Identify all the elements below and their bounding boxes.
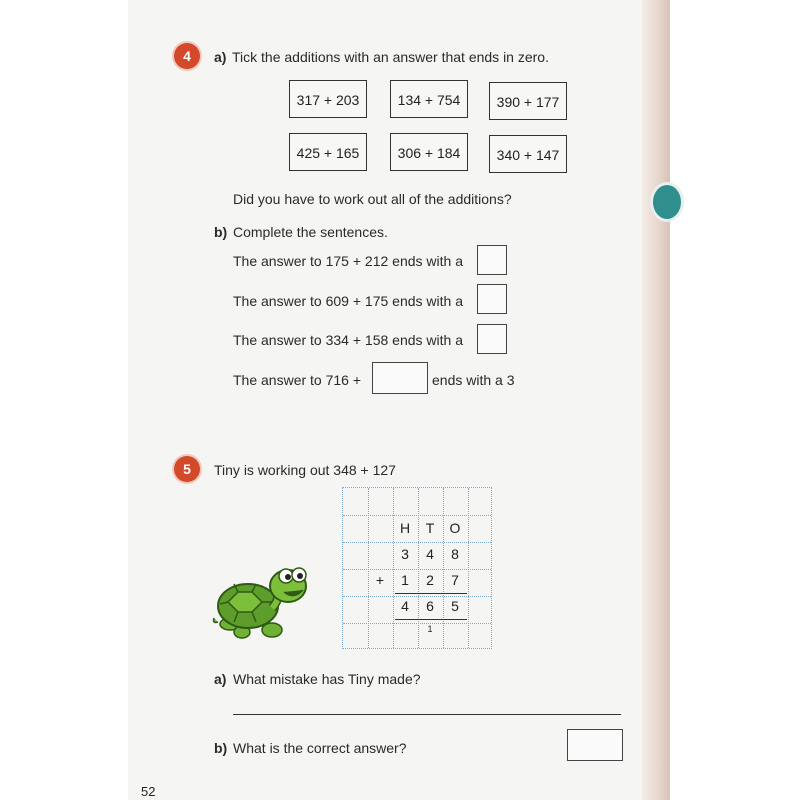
sum-line-top <box>395 593 467 594</box>
grid-digit: 7 <box>451 572 459 588</box>
grid-digit: 2 <box>426 572 434 588</box>
q4-follow-up: Did you have to work out all of the additions? <box>233 191 512 207</box>
q4-part-a-text: Tick the additions with an answer that ends in zero. <box>232 49 549 65</box>
grid-header-o: O <box>449 520 461 536</box>
grid-digit: 4 <box>426 546 434 562</box>
turtle-illustration <box>208 562 312 644</box>
sum-box[interactable]: 390 + 177 <box>489 82 567 120</box>
answer-box-3[interactable] <box>477 324 507 354</box>
grid-header-t: T <box>425 520 435 536</box>
grid-result-digit: 6 <box>426 598 434 614</box>
sentence-4-end: ends with a 3 <box>432 372 515 388</box>
plus-sign: + <box>375 572 385 588</box>
book-spine <box>642 0 670 800</box>
carry-digit: 1 <box>427 624 433 634</box>
grid-digit: 1 <box>401 572 409 588</box>
sum-box[interactable]: 134 + 754 <box>390 80 468 118</box>
correct-answer-box[interactable] <box>567 729 623 761</box>
sum-line-bottom <box>395 619 467 620</box>
q4-part-a-label: a) <box>214 49 227 65</box>
q5-part-a-label: a) <box>214 671 227 687</box>
question-5-badge: 5 <box>174 456 200 482</box>
q5-part-a-text: What mistake has Tiny made? <box>233 671 421 687</box>
q5-part-b-text: What is the correct answer? <box>233 740 407 756</box>
page-tab-marker <box>650 182 684 222</box>
sentence-4-start: The answer to 716 + <box>233 372 362 388</box>
page-number: 52 <box>141 784 156 799</box>
q4-part-b-label: b) <box>214 224 228 240</box>
answer-box-2[interactable] <box>477 284 507 314</box>
grid-header-h: H <box>399 520 411 536</box>
sum-box[interactable]: 306 + 184 <box>390 133 468 171</box>
grid-result-digit: 5 <box>451 598 459 614</box>
sum-box[interactable]: 317 + 203 <box>289 80 367 118</box>
grid-result-digit: 4 <box>401 598 409 614</box>
sentence-2: The answer to 609 + 175 ends with a <box>233 293 463 309</box>
answer-box-1[interactable] <box>477 245 507 275</box>
sentence-1: The answer to 175 + 212 ends with a <box>233 253 463 269</box>
q5-intro: Tiny is working out 348 + 127 <box>214 462 396 478</box>
q5-part-b-label: b) <box>214 740 228 756</box>
sentence-3: The answer to 334 + 158 ends with a <box>233 332 463 348</box>
q4-part-b-text: Complete the sentences. <box>233 224 388 240</box>
grid-digit: 3 <box>401 546 409 562</box>
answer-box-4[interactable] <box>372 362 428 394</box>
place-value-grid <box>342 487 492 649</box>
answer-line[interactable] <box>233 714 621 715</box>
grid-digit: 8 <box>451 546 459 562</box>
question-4-badge: 4 <box>174 43 200 69</box>
sum-box[interactable]: 425 + 165 <box>289 133 367 171</box>
sum-box[interactable]: 340 + 147 <box>489 135 567 173</box>
